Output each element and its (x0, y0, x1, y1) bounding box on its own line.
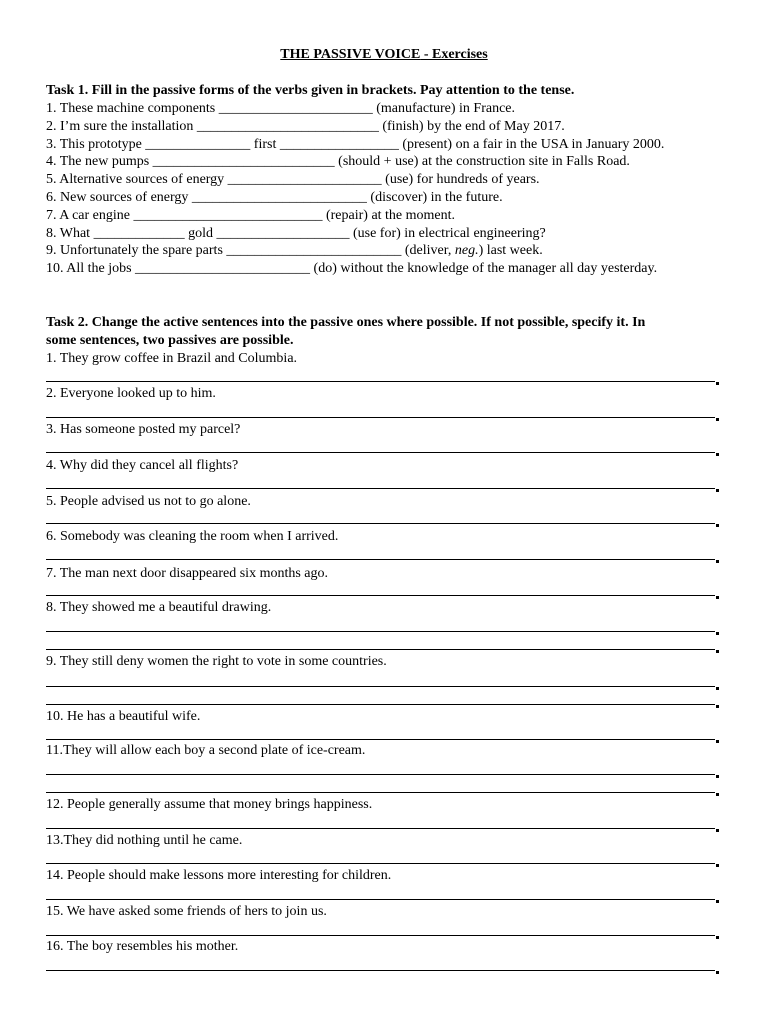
line-end-dot (716, 632, 719, 635)
task1-line-4: 4. The new pumps __________________________ (should + use) at the construction site in Falls Road. (46, 154, 630, 170)
task1-line-8: 8. What _____________ gold ___________________ (use for) in electrical engineering? (46, 225, 546, 241)
line-end-dot (716, 418, 719, 421)
line-end-dot (716, 793, 719, 796)
line-end-dot (716, 524, 719, 527)
task1-line-2: 2. I’m sure the installation __________________________ (finish) by the end of May 2017. (46, 118, 565, 134)
answer-line-4[interactable] (46, 488, 715, 489)
task1-section (46, 82, 726, 278)
answer-line-6[interactable] (46, 559, 715, 560)
task1-line-10: 10. All the jobs _________________________ (do) without the knowledge of the manager all day yesterday. (46, 261, 658, 277)
line-end-dot (716, 936, 719, 939)
answer-line-10[interactable] (46, 739, 715, 740)
answer-line-3[interactable] (46, 452, 715, 453)
answer-line-11a[interactable] (46, 774, 715, 775)
task2-item-16: 16. The boy resembles his mother. (46, 939, 239, 954)
title-suffix: - Exercises (420, 47, 488, 62)
task2-item-7: 7. The man next door disappeared six months ago. (46, 566, 329, 581)
task1-line-1: 1. These machine components ______________________ (manufacture) in France. (46, 101, 516, 116)
answer-line-9a[interactable] (46, 686, 715, 687)
answer-line-5[interactable] (46, 523, 715, 524)
task2-item-3: 3. Has someone posted my parcel? (46, 422, 241, 437)
answer-line-1[interactable] (46, 381, 715, 382)
answer-line-9b[interactable] (46, 704, 715, 705)
worksheet-title (0, 46, 768, 64)
line-end-dot (716, 829, 719, 832)
task2-item-14: 14. People should make lessons more interesting for children. (46, 868, 392, 883)
task2-item-9: 9. They still deny women the right to vote in some countries. (46, 654, 387, 669)
task1-heading: Task 1. Fill in the passive forms of the verbs given in brackets. Pay attention to the tense. (46, 83, 575, 98)
answer-line-12[interactable] (46, 828, 715, 829)
line-end-dot (716, 489, 719, 492)
answer-line-13[interactable] (46, 863, 715, 864)
task1-line-6: 6. New sources of energy _________________________ (discover) in the future. (46, 189, 503, 205)
task2-item-2: 2. Everyone looked up to him. (46, 386, 216, 401)
line-end-dot (716, 971, 719, 974)
answer-line-16[interactable] (46, 970, 715, 971)
task2-item-5: 5. People advised us not to go alone. (46, 494, 251, 509)
task1-line-5: 5. Alternative sources of energy ______________________ (use) for hundreds of years. (46, 172, 540, 188)
task2-item-12: 12. People generally assume that money brings happiness. (46, 797, 373, 812)
line-end-dot (716, 687, 719, 690)
task1-line-7: 7. A car engine ___________________________ (repair) at the moment. (46, 207, 456, 223)
line-end-dot (716, 560, 719, 563)
answer-line-2[interactable] (46, 417, 715, 418)
line-end-dot (716, 900, 719, 903)
line-end-dot (716, 864, 719, 867)
task2-heading-line-2: some sentences, two passives are possible. (46, 333, 294, 348)
task1-line-9: 9. Unfortunately the spare parts _________________________ (deliver, neg.) last week. (46, 243, 543, 259)
task1-line-3: 3. This prototype _______________ first _________________ (present) on a fair in the USA in January 2000. (46, 136, 665, 152)
line-end-dot (716, 596, 719, 599)
line-end-dot (716, 382, 719, 385)
line-end-dot (716, 775, 719, 778)
task2-item-6: 6. Somebody was cleaning the room when I arrived. (46, 529, 339, 544)
answer-line-7[interactable] (46, 595, 715, 596)
title-main: THE PASSIVE VOICE (280, 47, 421, 62)
task2-item-1: 1. They grow coffee in Brazil and Columbia. (46, 351, 298, 366)
task2-item-4: 4. Why did they cancel all flights? (46, 458, 239, 473)
task2-heading (46, 314, 726, 350)
answer-line-8a[interactable] (46, 631, 715, 632)
answer-line-11b[interactable] (46, 792, 715, 793)
task2-item-15: 15. We have asked some friends of hers to join us. (46, 904, 327, 919)
line-end-dot (716, 740, 719, 743)
answer-line-8b[interactable] (46, 649, 715, 650)
line-end-dot (716, 453, 719, 456)
task2-heading-line-1: Task 2. Change the active sentences into the passive ones where possible. If not possible, specify it. In (46, 315, 646, 330)
answer-line-14[interactable] (46, 899, 715, 900)
line-end-dot (716, 705, 719, 708)
task2-item-8: 8. They showed me a beautiful drawing. (46, 600, 272, 615)
line-end-dot (716, 650, 719, 653)
answer-line-15[interactable] (46, 935, 715, 936)
task2-item-10: 10. He has a beautiful wife. (46, 709, 201, 724)
task2-item-11: 11.They will allow each boy a second plate of ice-cream. (46, 743, 366, 758)
negation-marker: neg. (454, 243, 479, 259)
task2-item-13: 13.They did nothing until he came. (46, 833, 243, 848)
